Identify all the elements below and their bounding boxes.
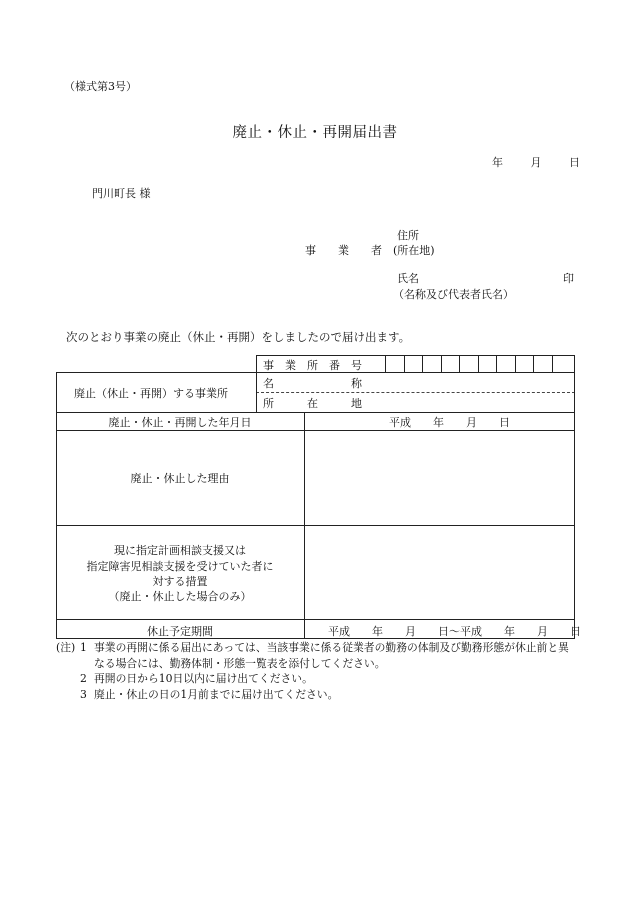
operator-label: 事 業 者 xyxy=(305,244,382,257)
table-line xyxy=(56,430,575,431)
date-row-value: 平成 年 月 日 xyxy=(389,416,510,429)
business-label: 廃止（休止・再開）する事業所 xyxy=(74,387,228,400)
seal-label: 印 xyxy=(563,272,574,285)
note-number: 2 xyxy=(80,672,87,685)
table-line xyxy=(56,412,575,413)
form-number: （様式第3号） xyxy=(64,80,137,93)
name-sub-label: （名称及び代表者氏名） xyxy=(393,288,514,301)
period-value: 平成 年 月 日～平成 年 月 日 xyxy=(328,625,581,638)
business-location-label: 所 在 地 xyxy=(263,397,362,410)
measures-line-1: 現に指定計画相談支援又は xyxy=(114,544,246,557)
statement-text: 次のとおり事業の廃止（休止・再開）をしましたので届け出ます。 xyxy=(66,330,411,344)
notes-prefix: (注) xyxy=(56,641,76,654)
note-text: 再開の日から10日以内に届け出てください。 xyxy=(94,672,313,685)
digit-box-divider xyxy=(385,355,386,372)
address-label: 住所 xyxy=(397,229,419,242)
table-line xyxy=(56,525,575,526)
note-item xyxy=(56,671,576,687)
page-title: 廃止・休止・再開届出書 xyxy=(232,125,398,141)
note-text: 事業の再開に係る届出にあっては、当該事業に係る従業者の勤務の体制及び勤務形態が休止前と異なる場合には、勤務体制・形態一覧表を添付してください。 xyxy=(94,641,569,670)
note-number: 3 xyxy=(80,687,87,701)
table-border-top xyxy=(256,355,575,356)
measures-line-3: 対する措置 xyxy=(152,575,208,588)
table-line xyxy=(56,619,575,620)
addressee: 門川町長 様 xyxy=(92,187,151,200)
table-dashed-line xyxy=(256,392,575,393)
notes xyxy=(56,640,576,702)
notification-table xyxy=(56,355,581,639)
table-border-right xyxy=(574,355,575,639)
business-name-label: 名 称 xyxy=(263,377,362,390)
digit-box-divider xyxy=(496,355,497,372)
digit-box-divider xyxy=(478,355,479,372)
table-line xyxy=(256,355,257,412)
digit-box-divider xyxy=(552,355,553,372)
name-label: 氏名 xyxy=(397,272,419,285)
date-day-label: 日 xyxy=(569,156,580,169)
note-item xyxy=(56,640,576,671)
date-month-label: 月 xyxy=(530,156,542,169)
note-text: 廃止・休止の日の1月前までに届け出てください。 xyxy=(94,687,339,701)
table-line xyxy=(304,412,305,639)
digit-box-divider xyxy=(404,355,405,372)
note-item xyxy=(56,687,576,703)
measures-line-2: 指定障害児相談支援を受けていた者に xyxy=(86,560,274,573)
period-label: 休止予定期間 xyxy=(147,625,213,638)
digit-box-divider xyxy=(533,355,534,372)
location-label: (所在地) xyxy=(393,244,435,257)
digit-box-divider xyxy=(459,355,460,372)
digit-box-divider xyxy=(515,355,516,372)
reason-label: 廃止・休止した理由 xyxy=(130,472,230,485)
measures-line-4: （廃止・休止した場合のみ） xyxy=(108,590,252,603)
digit-box-divider xyxy=(441,355,442,372)
office-number-label: 事 業 所 番 号 xyxy=(263,359,362,372)
note-number: 1 xyxy=(80,641,87,654)
date-year-label: 年 xyxy=(492,156,503,169)
date-line xyxy=(492,154,580,170)
digit-box-divider xyxy=(422,355,423,372)
date-row-label: 廃止・休止・再開した年月日 xyxy=(108,416,252,429)
